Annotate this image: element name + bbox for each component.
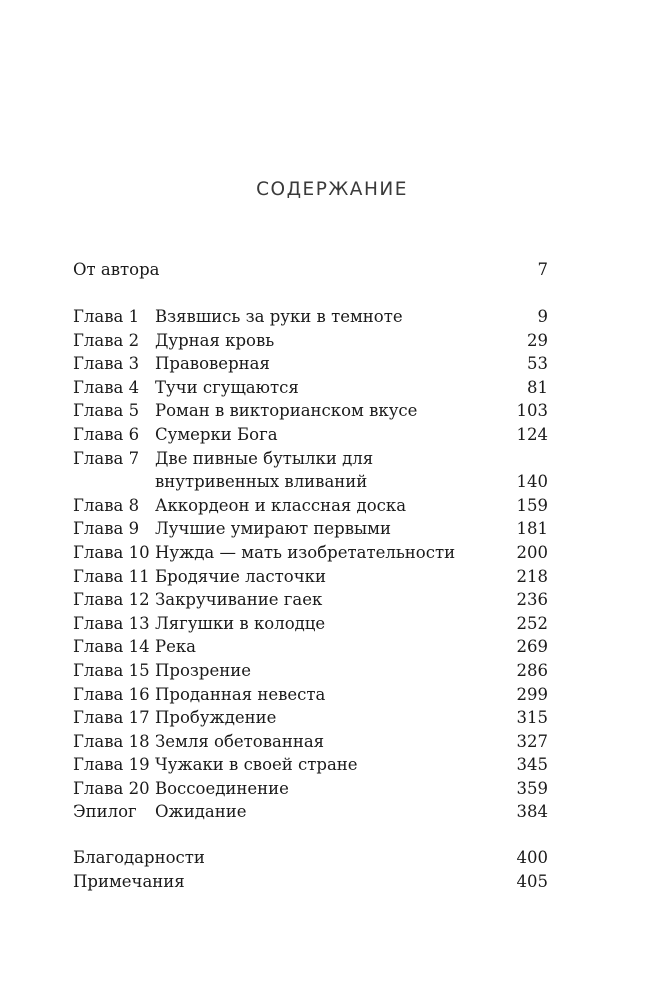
toc-entry-page: 200 xyxy=(516,542,548,562)
toc-intro-section xyxy=(73,258,548,282)
toc-entry[interactable] xyxy=(73,870,548,894)
toc-entry-label: Глава 2 xyxy=(73,330,140,350)
toc-entry-page: 81 xyxy=(527,377,548,397)
toc-entry-title: Воссоединение xyxy=(155,778,289,798)
toc-entry-title: Пробуждение xyxy=(155,708,277,728)
toc-entry-label: Глава 15 xyxy=(73,660,150,680)
toc-entry[interactable] xyxy=(73,494,548,518)
toc-entry-title: Дурная кровь xyxy=(155,330,275,350)
toc-entry-page: 140 xyxy=(516,472,548,492)
toc-entry-label: Глава 13 xyxy=(73,613,150,633)
toc-entry[interactable] xyxy=(73,846,548,870)
toc-entry[interactable] xyxy=(73,753,548,777)
toc-entry-title: Роман в викторианском вкусе xyxy=(155,401,418,421)
toc-entry[interactable] xyxy=(73,659,548,683)
toc-entry-title: Чужаки в своей стране xyxy=(155,755,358,775)
toc-entry-label: Глава 8 xyxy=(73,495,140,515)
toc-entry[interactable] xyxy=(73,258,548,282)
toc-entry-title: Прозрение xyxy=(155,660,251,680)
toc-entry-label: Глава 3 xyxy=(73,354,140,374)
toc-entry-page: 405 xyxy=(516,871,548,891)
toc-entry-label: Глава 14 xyxy=(73,637,150,657)
toc-entry[interactable] xyxy=(73,329,548,353)
toc-entry-title: Лучшие умирают первыми xyxy=(155,519,391,539)
toc-entry-title: Взявшись за руки в темноте xyxy=(155,307,403,326)
toc-entry[interactable] xyxy=(73,800,548,824)
toc-entry-label: Глава 10 xyxy=(73,542,150,562)
toc-entry-page: 181 xyxy=(516,519,548,539)
toc-entry-label: Глава 5 xyxy=(73,401,140,421)
toc-entry-label: Глава 19 xyxy=(73,755,150,775)
toc-entry-title: Правоверная xyxy=(155,354,270,374)
toc-entry-title: Две пивные бутылки для внутривенных вливаний xyxy=(155,448,374,492)
toc-entry-page: 315 xyxy=(516,708,548,728)
toc-entry-page: 384 xyxy=(516,802,548,822)
toc-entry[interactable] xyxy=(73,706,548,730)
toc-entry-title: Ожидание xyxy=(155,802,247,822)
toc-entry-title: Река xyxy=(155,637,197,657)
toc-entry[interactable] xyxy=(73,352,548,376)
toc-entry-title: Тучи сгущаются xyxy=(155,377,299,397)
toc-entry[interactable] xyxy=(73,423,548,447)
toc-entry-label: Глава 17 xyxy=(73,708,150,728)
toc-entry-page: 327 xyxy=(516,731,548,751)
toc-entry-title: Лягушки в колодце xyxy=(155,613,326,633)
toc-entry-page: 7 xyxy=(537,260,548,279)
toc-entry-label: Глава 4 xyxy=(73,377,140,397)
toc-entry-page: 53 xyxy=(527,354,548,374)
toc-entry[interactable] xyxy=(73,305,548,329)
toc-entry-page: 103 xyxy=(516,401,548,421)
toc-entry-label: Глава 16 xyxy=(73,684,150,704)
toc-entry-page: 400 xyxy=(516,848,548,867)
toc-entry[interactable] xyxy=(73,635,548,659)
toc-entry-title: Примечания xyxy=(73,871,185,891)
toc-entry-page: 286 xyxy=(516,660,548,680)
toc-entry-label: Глава 12 xyxy=(73,590,150,610)
toc-entry-label: Глава 11 xyxy=(73,566,150,586)
toc-entry[interactable] xyxy=(73,399,548,423)
toc-entry-label: Глава 20 xyxy=(73,778,150,798)
toc-entry-label: Глава 18 xyxy=(73,731,150,751)
toc-entry-page: 252 xyxy=(516,613,548,633)
toc-entry-page: 124 xyxy=(516,424,548,444)
toc-entry[interactable] xyxy=(73,447,548,494)
toc-entry-title: От автора xyxy=(73,260,160,279)
toc-entry[interactable] xyxy=(73,777,548,801)
toc-entry[interactable] xyxy=(73,612,548,636)
toc-entry-label: Глава 1 xyxy=(73,307,140,326)
toc-chapters-section xyxy=(73,305,548,824)
toc-entry-title: Благодарности xyxy=(73,848,205,867)
toc-back-matter-section xyxy=(73,846,548,893)
toc-entry[interactable] xyxy=(73,565,548,589)
toc-entry[interactable] xyxy=(73,588,548,612)
toc-entry-title: Проданная невеста xyxy=(155,684,326,704)
toc-entry-label: Глава 9 xyxy=(73,519,140,539)
toc-entry-title: Закручивание гаек xyxy=(155,590,323,610)
toc-entry-title: Нужда — мать изобретательности xyxy=(155,542,456,562)
toc-entry-title: Аккордеон и классная доска xyxy=(155,495,407,515)
toc-entry[interactable] xyxy=(73,730,548,754)
toc-entry-title: Бродячие ласточки xyxy=(155,566,326,586)
page-title: СОДЕРЖАНИЕ xyxy=(256,179,408,200)
toc-entry-page: 299 xyxy=(516,684,548,704)
toc-entry-page: 159 xyxy=(516,495,548,515)
toc-entry-page: 359 xyxy=(516,778,548,798)
toc-entry-page: 269 xyxy=(516,637,548,657)
toc-entry-title: Сумерки Бога xyxy=(155,424,278,444)
toc-entry-title: Земля обетованная xyxy=(155,731,325,751)
toc-entry-label: Эпилог xyxy=(73,802,137,822)
toc-entry-page: 218 xyxy=(516,566,548,586)
toc-entry-page: 345 xyxy=(516,755,548,775)
toc-entry[interactable] xyxy=(73,376,548,400)
toc-entry[interactable] xyxy=(73,541,548,565)
toc-entry-label: Глава 6 xyxy=(73,424,140,444)
toc-entry[interactable] xyxy=(73,517,548,541)
toc-entry-label: Глава 7 xyxy=(73,448,140,468)
toc-entry-page: 9 xyxy=(537,307,548,326)
toc-entry[interactable] xyxy=(73,683,548,707)
toc-entry-page: 236 xyxy=(516,590,548,610)
toc-entry-page: 29 xyxy=(527,330,548,350)
